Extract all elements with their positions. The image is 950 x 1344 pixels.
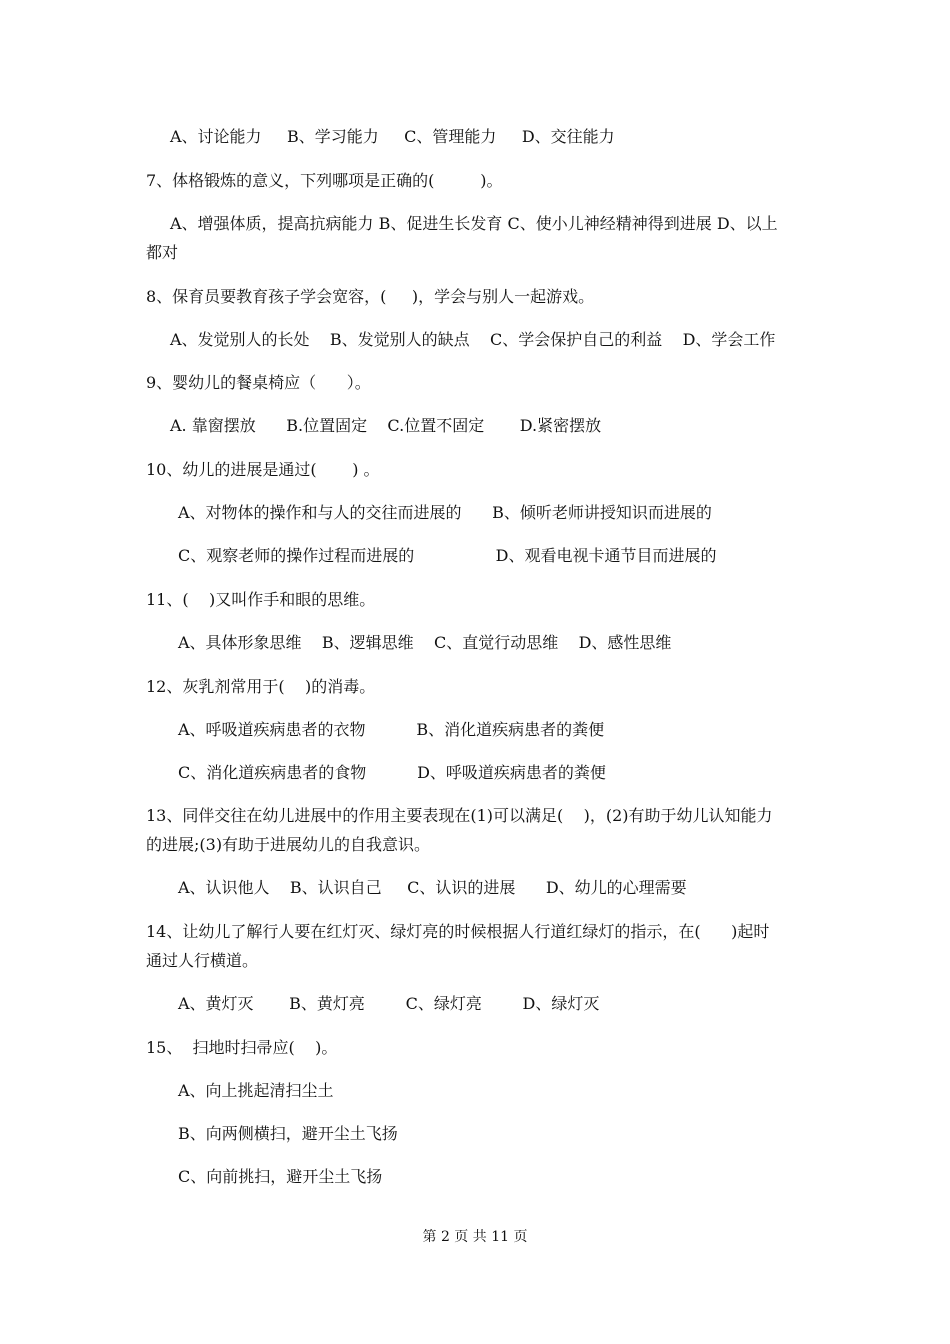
q7-options-line2: 都对 [146, 243, 179, 262]
q12-options-ab: A、呼吸道疾病患者的衣物 B、消化道疾病患者的粪便 [178, 720, 605, 739]
q15-option-c: C、向前挑扫，避开尘土飞扬 [178, 1167, 383, 1186]
question-14-line1: 14、让幼儿了解行人要在红灯灭、绿灯亮的时候根据人行道红绿灯的指示，在( )起时 [146, 922, 770, 941]
question-14-line2: 通过人行横道。 [146, 951, 259, 970]
question-15: 15、 扫地时扫帚应( )。 [146, 1038, 338, 1057]
page-footer: 第 2 页 共 11 页 [422, 1229, 528, 1245]
question-8: 8、保育员要教育孩子学会宽容，( )，学会与别人一起游戏。 [146, 287, 595, 306]
q15-option-b: B、向两侧横扫，避开尘土飞扬 [178, 1124, 398, 1143]
question-10: 10、幼儿的进展是通过( ) 。 [146, 460, 380, 479]
q10-options-ab: A、对物体的操作和与人的交往而进展的 B、倾听老师讲授知识而进展的 [178, 503, 712, 522]
q10-options-cd: C、观察老师的操作过程而进展的 D、观看电视卡通节目而进展的 [178, 546, 717, 565]
q11-options: A、具体形象思维 B、逻辑思维 C、直觉行动思维 D、感性思维 [178, 633, 672, 652]
q9-options: A. 靠窗摆放 B.位置固定 C.位置不固定 D.紧密摆放 [170, 416, 602, 435]
question-13-line1: 13、同伴交往在幼儿进展中的作用主要表现在(1)可以满足( )，(2)有助于幼儿认知能力 [146, 806, 773, 825]
question-13-line2: 的进展;(3)有助于进展幼儿的自我意识。 [146, 835, 431, 854]
q15-option-a: A、向上挑起清扫尘土 [178, 1081, 334, 1100]
q13-options: A、认识他人 B、认识自己 C、认识的进展 D、幼儿的心理需要 [178, 878, 687, 897]
question-12: 12、灰乳剂常用于( )的消毒。 [146, 677, 376, 696]
question-11: 11、( )又叫作手和眼的思维。 [146, 590, 376, 609]
q8-options: A、发觉别人的长处 B、发觉别人的缺点 C、学会保护自己的利益 D、学会工作 [170, 330, 776, 349]
question-9: 9、婴幼儿的餐桌椅应（ ）。 [146, 373, 371, 392]
q6-options: A、讨论能力 B、学习能力 C、管理能力 D、交往能力 [170, 127, 615, 146]
q14-options: A、黄灯灭 B、黄灯亮 C、绿灯亮 D、绿灯灭 [178, 994, 600, 1013]
q7-options-line1: A、增强体质，提高抗病能力 B、促进生长发育 C、使小儿神经精神得到进展 D、以上 [170, 214, 778, 233]
question-7: 7、体格锻炼的意义，下列哪项是正确的( )。 [146, 171, 503, 190]
q12-options-cd: C、消化道疾病患者的食物 D、呼吸道疾病患者的粪便 [178, 763, 606, 782]
